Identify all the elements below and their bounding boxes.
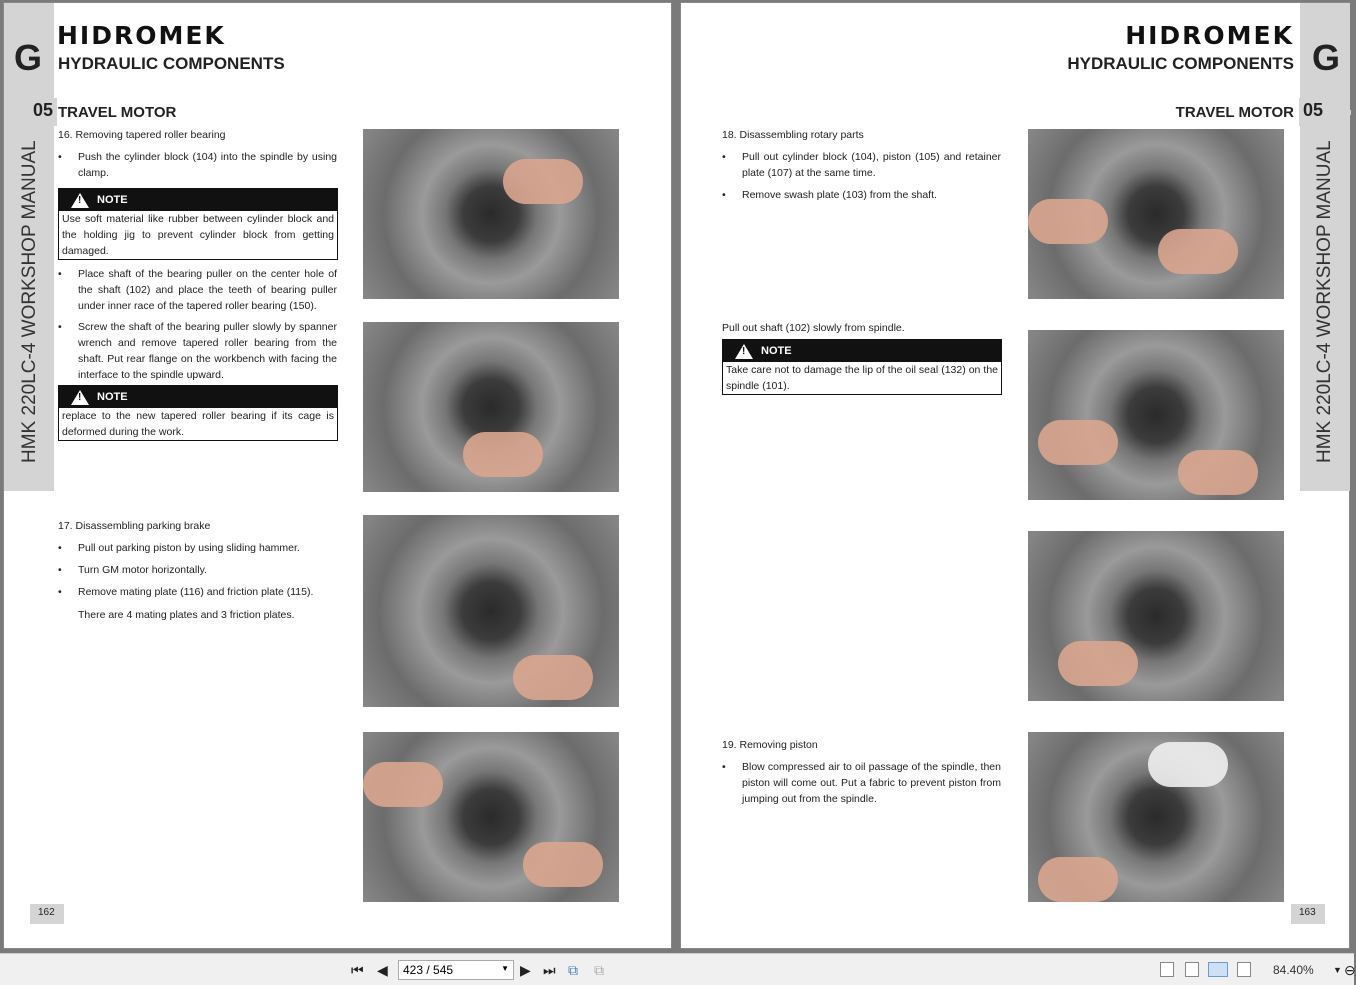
bullet: • Place shaft of the bearing puller on the center hole of the shaft (102) and place the teeth of bearing puller under inner race of the tapered roller bearing (150).: [78, 266, 337, 314]
photo-bearing-puller: [363, 322, 619, 492]
note-text: replace to the new tapered roller bearing if its cage is deformed during the work.: [62, 410, 334, 438]
brand-logo: HIDROMEK: [57, 21, 226, 50]
page-number: 162: [30, 904, 64, 924]
single-page-view-icon[interactable]: [1160, 962, 1174, 977]
bullet: • Remove swash plate (103) from the shaft.: [742, 187, 1001, 203]
section-letter: G: [1312, 37, 1341, 78]
note-text: Take care not to damage the lip of the oil seal (132) on the spindle (101).: [726, 364, 998, 392]
right-page: [680, 2, 1350, 949]
photo-piston: [1028, 732, 1284, 902]
warning-icon: [735, 344, 753, 359]
photo-shaft: [1028, 330, 1284, 500]
left-page: [3, 2, 672, 949]
note-text: Use soft material like rubber between cylinder block and the holding jig to prevent cylinder block from getting damaged.: [62, 213, 334, 257]
bullet: • Blow compressed air to oil passage of the spindle, then piston will come out. Put a fabric to prevent piston from jumping out from the spindle.: [742, 759, 1001, 807]
bullet: • Screw the shaft of the bearing puller slowly by spanner wrench and remove tapered roller bearing from the shaft. Put rear flange on the workbench with facing the interface to the spindle upward.: [78, 319, 337, 383]
page-number: 163: [1291, 904, 1325, 924]
step-title: 18. Disassembling rotary parts: [722, 129, 864, 141]
chapter-title: TRAVEL MOTOR: [1175, 104, 1294, 121]
next-view-icon[interactable]: ⧉: [594, 962, 604, 978]
photo-parking-brake: [363, 515, 619, 707]
next-page-icon[interactable]: ▶: [520, 962, 531, 978]
manual-title: HMK 220LC-4 WORKSHOP MANUAL: [19, 140, 40, 463]
step-title: 17. Disassembling parking brake: [58, 520, 211, 532]
warning-icon: [71, 193, 89, 208]
photo-spindle: [1028, 531, 1284, 701]
note-label: NOTE: [97, 391, 128, 403]
first-page-icon[interactable]: ⏮: [351, 962, 364, 978]
zoom-out-icon[interactable]: ⊖: [1344, 962, 1356, 978]
chapter-number: 05: [1299, 98, 1327, 126]
zoom-dropdown-icon[interactable]: ▼: [1333, 965, 1342, 975]
page-field-value: 423 / 545: [403, 963, 454, 977]
section-title: HYDRAULIC COMPONENTS: [1067, 54, 1294, 73]
note-box: [58, 188, 338, 260]
zoom-level[interactable]: 84.40%: [1273, 963, 1314, 977]
photo-friction-plates: [363, 732, 619, 902]
note-box: [58, 385, 338, 441]
last-page-icon[interactable]: ⏭: [543, 962, 556, 978]
bullet: • Turn GM motor horizontally.: [78, 562, 337, 578]
step-title: 19. Removing piston: [722, 739, 818, 751]
bullet: • Remove mating plate (116) and friction plate (115).: [78, 584, 337, 600]
step-title: 16. Removing tapered roller bearing: [58, 129, 226, 141]
bullet: • Push the cylinder block (104) into the spindle by using clamp.: [78, 149, 337, 181]
page-number-input[interactable]: [398, 960, 514, 980]
bullet: • Pull out cylinder block (104), piston (105) and retainer plate (107) at the same time.: [742, 149, 1001, 181]
section-title: HYDRAULIC COMPONENTS: [58, 54, 285, 73]
chapter-number: 05: [29, 98, 57, 126]
section-letter: G: [14, 37, 43, 78]
photo-bearing-clamp: [363, 129, 619, 299]
chapter-title: TRAVEL MOTOR: [58, 104, 177, 121]
continuous-view-icon[interactable]: [1185, 962, 1199, 977]
note-label: NOTE: [761, 345, 792, 357]
facing-view-icon[interactable]: [1208, 962, 1228, 977]
divider: [1327, 110, 1351, 115]
note-label: NOTE: [97, 194, 128, 206]
viewer-toolbar: [0, 953, 1354, 985]
text: Pull out shaft (102) slowly from spindle.: [722, 322, 905, 334]
warning-icon: [71, 390, 89, 405]
divider: [4, 110, 29, 115]
bullet: • Pull out parking piston by using sliding hammer.: [78, 540, 337, 556]
text: There are 4 mating plates and 3 friction plates.: [78, 609, 295, 621]
note-box: [722, 339, 1002, 395]
photo-cylinder-block: [1028, 129, 1284, 299]
continuous-facing-view-icon[interactable]: [1237, 962, 1251, 977]
previous-view-icon[interactable]: ⧉: [568, 962, 578, 978]
chevron-down-icon[interactable]: ▼: [501, 964, 509, 973]
brand-logo: HIDROMEK: [1125, 21, 1294, 50]
manual-title: HMK 220LC-4 WORKSHOP MANUAL: [1314, 140, 1335, 463]
previous-page-icon[interactable]: ◀: [377, 962, 388, 978]
